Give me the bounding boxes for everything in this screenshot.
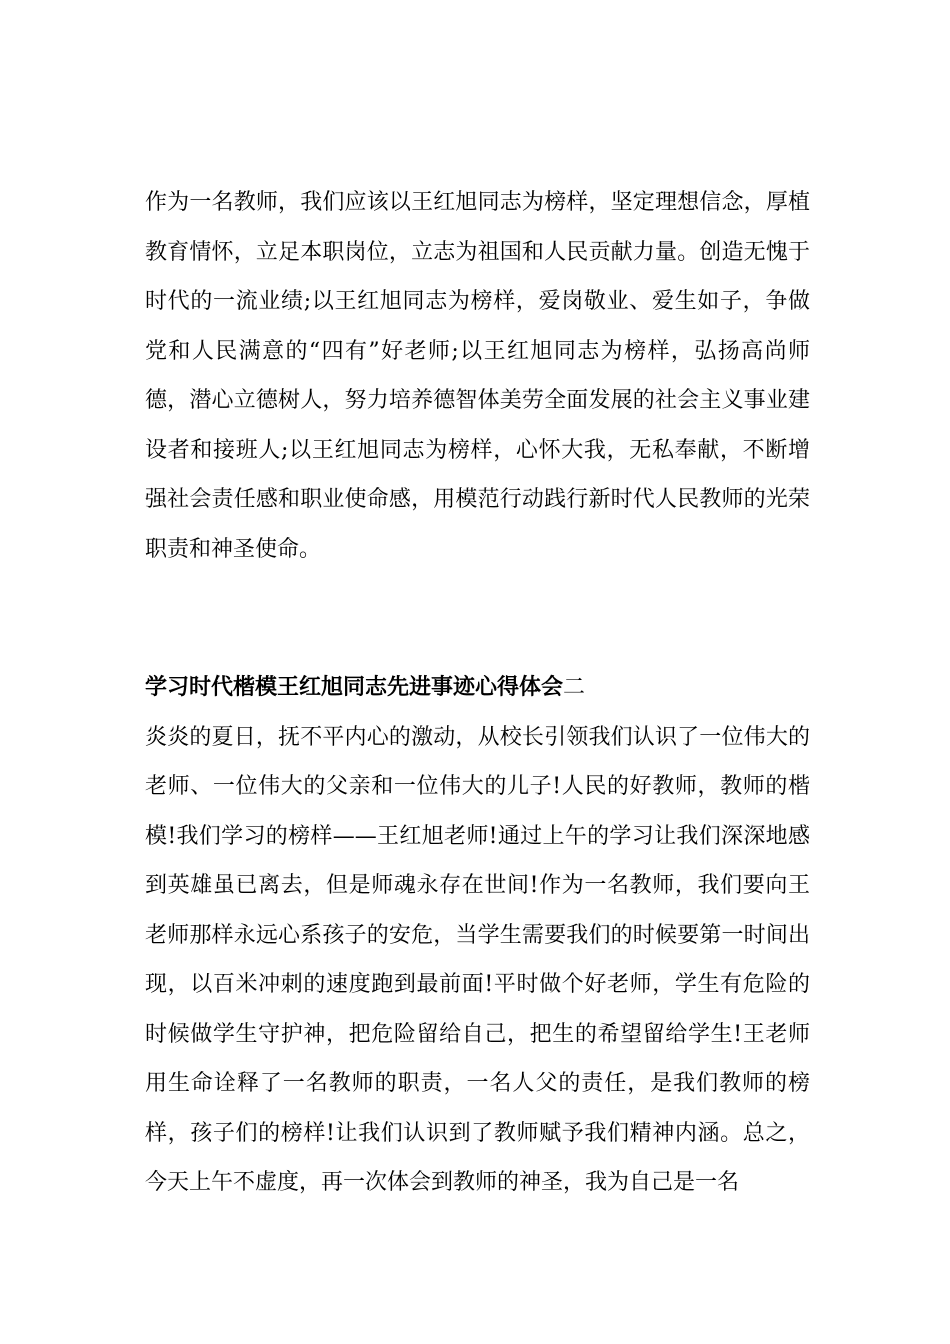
section-2-title [145,663,810,713]
paragraph-2: 炎炎的夏日，抚不平内心的激动，从校长引领我们认识了一位伟大的老师、一位伟大的父亲和一位伟大的儿子!人民的好教师，教师的楷模!我们学习的榜样——王红旭老师!通过上午的学习让我们深深地感到英雄虽已离去，但是师魂永存在世间!作为一名教师，我们要向王老师那样永远心系孩子的安危，当学生需要我们的时候要第一时间出现，以百米冲刺的速度跑到最前面!平时做个好老师，学生有危险的时候做学生守护神，把危险留给自己，把生的希望留给学生!王老师用生命诠释了一名教师的职责，一名人父的责任，是我们教师的榜样，孩子们的榜样!让我们认识到了教师赋予我们精神内涵。总之，今天上午不虚度，再一次体会到教师的神圣，我为自己是一名 [145,724,810,1195]
section-2-title-text: 学习时代楷模王红旭同志先进事迹心得体会 [145,674,564,700]
paragraph-1: 作为一名教师，我们应该以王红旭同志为榜样，坚定理想信念，厚植教育情怀，立足本职岗位，立志为祖国和人民贡献力量。创造无愧于时代的一流业绩;以王红旭同志为榜样，爱岗敬业、爱生如子，争做党和人民满意的“四有”好老师;以王红旭同志为榜样，弘扬高尚师德，潜心立德树人，努力培养德智体美劳全面发展的社会主义事业建设者和接班人;以王红旭同志为榜样，心怀大我，无私奉献，不断增强社会责任感和职业使命感，用模范行动践行新时代人民教师的光荣职责和神圣使命。 [145,190,810,562]
section-2-title-number: 二 [563,675,586,700]
document-page [145,178,810,1208]
